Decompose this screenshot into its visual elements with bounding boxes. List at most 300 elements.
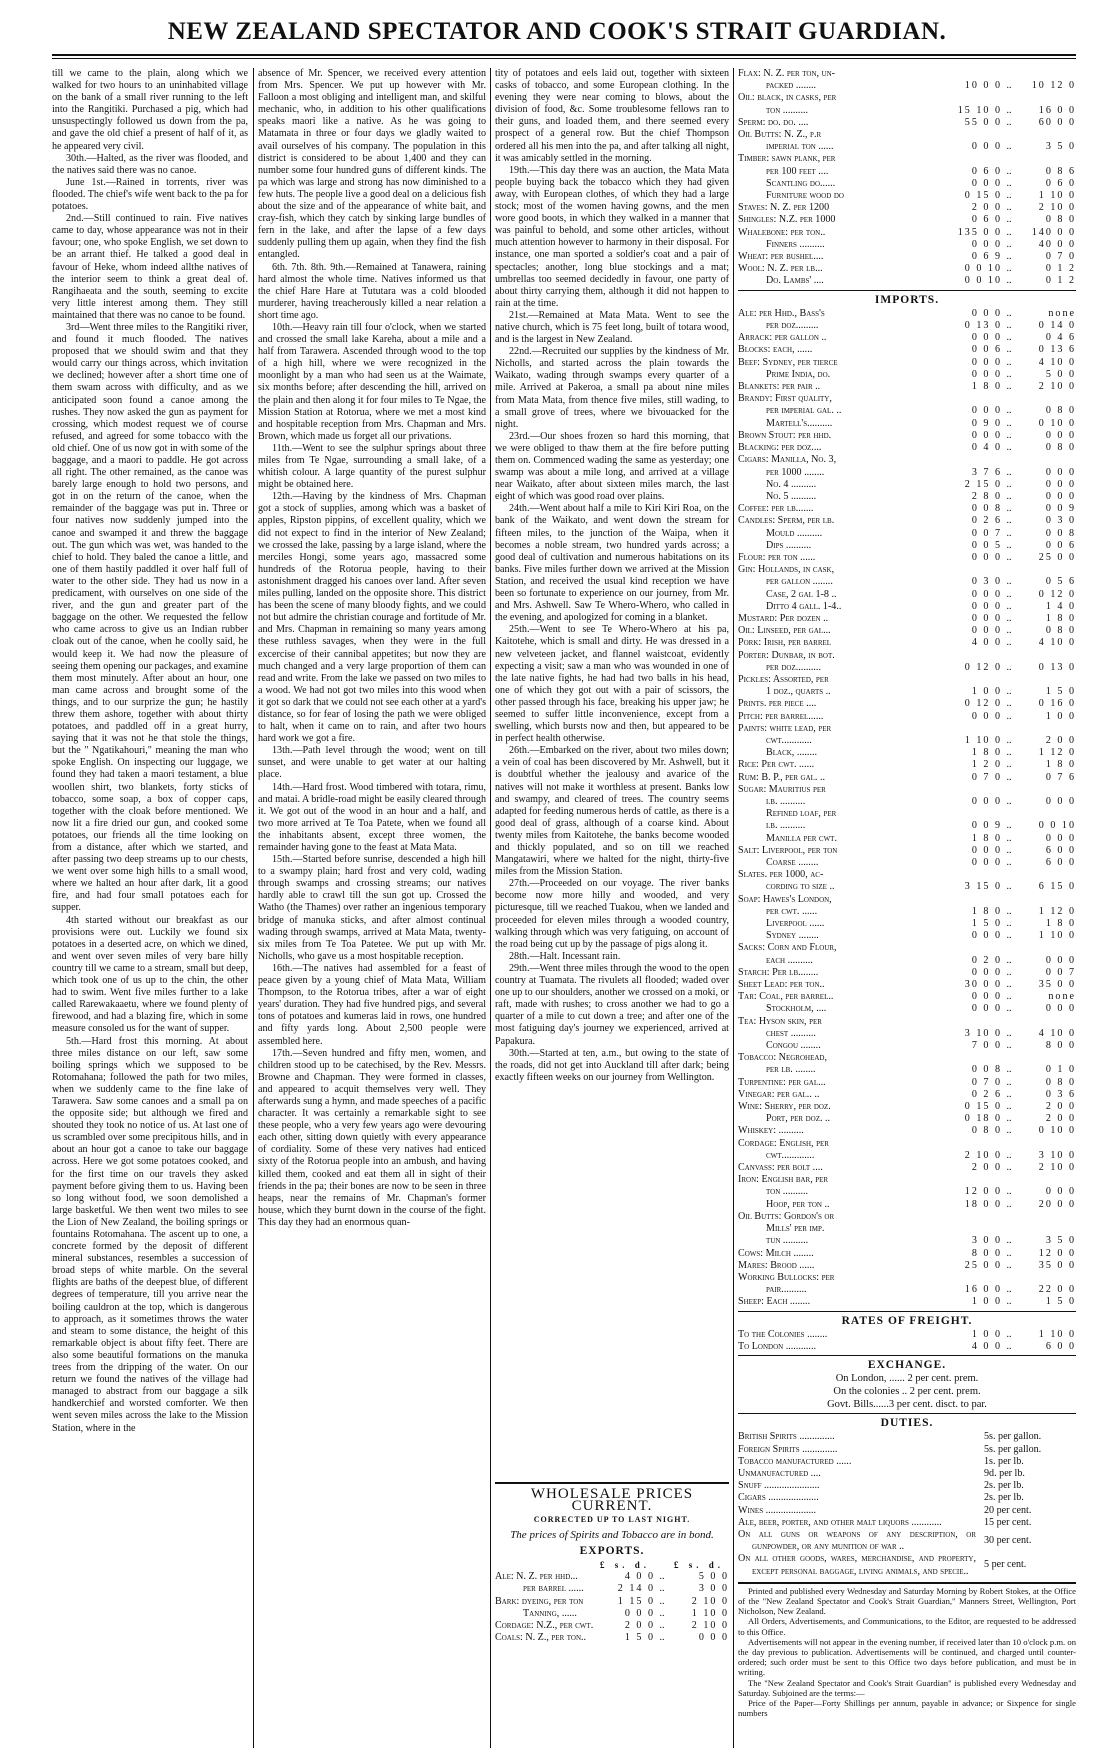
price-low: 10 0 0 xyxy=(964,80,1002,92)
commodity-label: Salt: Liverpool, per ton xyxy=(738,844,838,856)
commodity-label: per lb. ........ xyxy=(766,1064,816,1076)
commodity-label: pair.......... xyxy=(766,1284,807,1296)
price-high: 0 0 0 xyxy=(1045,1003,1076,1015)
price-row xyxy=(738,1272,1076,1284)
price-low: 4 0 0 xyxy=(971,1340,1002,1352)
divider xyxy=(738,1355,1076,1356)
price-separator: .. xyxy=(1006,275,1012,287)
article-paragraph: 30th.—Started at ten, a.m., but owing to the state of the roads, did not get into Auckland till after dark; being exactly fifteen weeks on our journey from Wellington. xyxy=(495,1047,729,1083)
price-separator: .. xyxy=(659,1632,665,1644)
article-paragraph: 15th.—Started before sunrise, descended a high hill to a swampy plain; hard frost and very cold, wading through swamps and crossing streams; our natives hardly able to crawl till the sun got up. Crossed the Watho (the Thames) over rather an ingenious temporary bridge of manuka sticks, and after almost continual wading through swamps, arrived at Mata Mata, twenty-six miles from Te Toa Patetee. We put up with Mr. Nicholls, who gave us a most hospitable reception. xyxy=(258,854,486,962)
price-high: 1 8 0 xyxy=(1045,612,1076,624)
price-separator: .. xyxy=(1006,1328,1012,1340)
duty-item: On all other goods, wares, merchandise, and property, except personal baggage, living animals, and specie.. xyxy=(738,1553,976,1577)
commodity-label: packed ........ xyxy=(766,80,817,92)
commodity-label: Tar: Coal, per barrel.. xyxy=(738,991,834,1003)
price-low xyxy=(942,674,1002,686)
price-row xyxy=(738,772,1076,784)
price-low: 0 0 0 xyxy=(971,368,1002,380)
commodity-label: Pork: Irish, per barrel xyxy=(738,637,832,649)
price-row xyxy=(738,1040,1076,1052)
price-row xyxy=(738,808,1076,820)
price-high: 0 0 0 xyxy=(1045,429,1076,441)
price-high: 0 8 6 xyxy=(1045,165,1076,177)
exchange-list xyxy=(738,1373,1076,1411)
commodity-label: Vinegar: per gal.. .. xyxy=(738,1088,820,1100)
price-row xyxy=(738,723,1076,735)
price-separator: .. xyxy=(1006,202,1012,214)
price-row xyxy=(738,1125,1076,1137)
commodity-label: Coarse ........ xyxy=(766,857,819,868)
commodity-label: ton .......... xyxy=(766,1186,809,1198)
price-low: 0 8 0 xyxy=(971,1125,1002,1137)
duty-row xyxy=(738,1456,1076,1468)
price-separator: .. xyxy=(1006,1076,1012,1088)
price-separator: .. xyxy=(1006,966,1012,978)
price-low: 0 12 0 xyxy=(964,661,1002,673)
price-row xyxy=(738,857,1076,869)
price-separator: .. xyxy=(1006,795,1012,807)
price-separator xyxy=(1002,894,1016,906)
price-low xyxy=(942,153,1002,165)
price-separator: .. xyxy=(1006,368,1012,380)
commodity-label: Rum: B. P., per gal. .. xyxy=(738,771,826,783)
commodity-label: Do. Lambs' .... xyxy=(766,275,824,287)
price-row xyxy=(738,1028,1076,1040)
price-row xyxy=(738,576,1076,588)
price-low: 0 0 0 xyxy=(971,177,1002,189)
exports-list xyxy=(495,1571,729,1644)
duty-item: Snuff ...................... xyxy=(738,1480,820,1492)
article-paragraph: 30th.—Halted, as the river was flooded, and the natives said there was no canoe. xyxy=(52,152,248,176)
commodity-label: Blankets: per pair .. xyxy=(738,381,821,393)
duty-rate: 2s. per lb. xyxy=(984,1492,1024,1504)
commodity-label: Sacks: Corn and Flour, xyxy=(738,942,837,954)
price-separator: .. xyxy=(1006,844,1012,856)
price-low xyxy=(942,564,1002,576)
commodity-label: Mills' per imp. xyxy=(766,1223,825,1235)
price-row xyxy=(738,479,1076,491)
commodity-label: Coals: N. Z., per ton.. xyxy=(495,1632,587,1644)
price-high: 0 3 0 xyxy=(1045,515,1076,527)
price-high: 0 0 0 xyxy=(1045,832,1076,844)
price-separator xyxy=(1002,1138,1016,1150)
price-high xyxy=(1016,393,1076,405)
price-high: 2 10 0 xyxy=(691,1620,729,1632)
price-low: 0 0 0 xyxy=(971,332,1002,344)
price-separator xyxy=(1002,393,1016,405)
price-low: 3 0 0 xyxy=(971,1235,1002,1247)
price-separator: .. xyxy=(1006,930,1012,942)
commodity-label: Whalebone: per ton.. xyxy=(738,226,826,238)
price-separator xyxy=(1002,1211,1016,1223)
price-low: 2 14 0 xyxy=(617,1583,655,1595)
price-row xyxy=(738,275,1076,287)
price-separator: .. xyxy=(1006,1296,1012,1308)
price-row xyxy=(738,1052,1076,1064)
imprint-paragraph: All Orders, Advertisements, and Communications, to the Editor, are requested to be addressed to this Office. xyxy=(738,1616,1076,1637)
price-high: 60 0 0 xyxy=(1038,116,1076,128)
price-low: 0 0 0 xyxy=(971,588,1002,600)
price-row xyxy=(738,442,1076,454)
price-high: 0 0 7 xyxy=(1045,966,1076,978)
freight-list xyxy=(738,1329,1076,1353)
price-separator xyxy=(1002,1016,1016,1028)
price-low: 25 0 0 xyxy=(964,1259,1002,1271)
price-high: 0 0 8 xyxy=(1045,527,1076,539)
price-low: 0 13 0 xyxy=(964,320,1002,332)
commodity-label: Working Bullocks: per xyxy=(738,1271,835,1283)
price-separator: .. xyxy=(1006,612,1012,624)
price-separator xyxy=(1002,650,1016,662)
price-high: 0 0 0 xyxy=(698,1632,729,1644)
price-row xyxy=(738,613,1076,625)
commodity-label: Soap: Hawes's London, xyxy=(738,893,832,905)
price-separator: .. xyxy=(1006,734,1012,746)
divider xyxy=(738,1582,1076,1584)
price-row xyxy=(738,308,1076,320)
price-separator xyxy=(1002,454,1016,466)
price-row xyxy=(738,332,1076,344)
price-row xyxy=(738,1211,1076,1223)
price-low xyxy=(942,92,1002,104)
price-separator: .. xyxy=(1006,637,1012,649)
price-separator: .. xyxy=(1006,1186,1012,1198)
commodity-label: cording to size .. xyxy=(766,881,835,893)
price-separator: .. xyxy=(1006,1340,1012,1352)
price-low: 3 15 0 xyxy=(964,881,1002,893)
price-separator: .. xyxy=(1006,1101,1012,1113)
price-high: 8 0 0 xyxy=(1045,1040,1076,1052)
commodity-label: Hoop, per ton .. xyxy=(766,1198,830,1210)
price-low xyxy=(942,68,1002,80)
price-low: 1 2 0 xyxy=(971,759,1002,771)
price-high: 0 10 0 xyxy=(1038,417,1076,429)
price-row xyxy=(738,820,1076,832)
price-low: 1 0 0 xyxy=(971,1328,1002,1340)
duty-row xyxy=(738,1553,1076,1577)
price-high: 6 0 0 xyxy=(1045,1340,1076,1352)
price-low: 0 15 0 xyxy=(964,1101,1002,1113)
price-separator: .. xyxy=(1006,1040,1012,1052)
price-low: 1 15 0 xyxy=(617,1595,655,1607)
price-low: 0 0 0 xyxy=(971,930,1002,942)
price-row xyxy=(738,686,1076,698)
commodity-label: chest .......... xyxy=(766,1027,816,1039)
price-low xyxy=(942,1016,1002,1028)
price-row xyxy=(738,1260,1076,1272)
price-low: 0 0 10 xyxy=(964,275,1002,287)
article-paragraph: 19th.—This day there was an auction, the Mata Mata people buying back the tobacco which they had given away, with European clothes, of which they had a large stock; most of the women having gowns, and the men wore good boots, in which they walked in a manner that was painful to behold, and some other articles, without much attention however to harmony in their disposal. For instance, one man sported a soldier's coat and a pair of spectacles; another, long blue stockings and a mat; umbrellas too seemed decidedly in favour, one party of about thirty carrying them, although it did not happen to rain at the time. xyxy=(495,164,729,309)
price-low: 3 7 6 xyxy=(971,466,1002,478)
price-low xyxy=(942,454,1002,466)
duty-row xyxy=(738,1444,1076,1456)
price-high: 0 8 0 xyxy=(1045,625,1076,637)
duty-rate: 2s. per lb. xyxy=(984,1480,1024,1492)
commodity-label: per barrel ...... xyxy=(523,1583,584,1595)
price-high: 1 12 0 xyxy=(1038,905,1076,917)
price-high xyxy=(1016,894,1076,906)
price-high: 1 10 0 xyxy=(1038,190,1076,202)
price-row xyxy=(738,141,1076,153)
price-row xyxy=(738,1077,1076,1089)
commodity-label: Cordage: N.Z., per cwt. xyxy=(495,1620,594,1632)
price-low: 0 0 0 xyxy=(971,429,1002,441)
price-row xyxy=(738,1101,1076,1113)
masthead-rule-thin xyxy=(52,58,1076,59)
divider xyxy=(738,1413,1076,1414)
price-high: 2 0 0 xyxy=(1045,734,1076,746)
commodity-label: Bark: dyeing, per ton xyxy=(495,1595,584,1607)
duties-list xyxy=(738,1431,1076,1577)
price-low: 1 5 0 xyxy=(971,918,1002,930)
price-low xyxy=(942,869,1002,881)
price-separator: .. xyxy=(1006,214,1012,226)
price-row xyxy=(738,1223,1076,1235)
price-row xyxy=(738,601,1076,613)
price-row xyxy=(738,491,1076,503)
price-low xyxy=(942,1211,1002,1223)
price-separator xyxy=(1002,129,1016,141)
price-high xyxy=(1016,1016,1076,1028)
commodity-label: Arrack: per gallon .. xyxy=(738,332,827,344)
commodity-label: Port, per doz. .. xyxy=(766,1113,831,1125)
price-low: 1 10 0 xyxy=(964,734,1002,746)
commodity-label: Gin: Hollands, in cask, xyxy=(738,564,835,576)
price-low xyxy=(942,129,1002,141)
article-paragraph: 17th.—Seven hundred and fifty men, women, and children stood up to be catechised, by the Rev. Messrs. Browne and Chapman. They were formed in classes, and appeared to acquit themselves very well. They afterwards sung a hymn, and made speeches of a pacific character. It was certainly a remarkable sight to see these people, who a very few years ago were devouring each other, sitting down quietly with every appearance of cordiality. Some of these very natives had enticed sixty of the Rotorua people into an ambush, and having killed them, cooked and eat them all in sight of their friends in the pa; their bones are now to be seen in three heaps, near the remains of Mr. Chapman's former house, which they burnt down in the course of the fight. This day they had an enormous quan- xyxy=(258,1047,486,1228)
price-row xyxy=(738,153,1076,165)
commodity-label: Case, 2 gal 1-8 .. xyxy=(766,588,837,600)
article-paragraph: 22nd.—Recruited our supplies by the kindness of Mr. Nicholls, and started across the plain towards the Waikato, wading through swamps every quarter of a mile. Arrived at Pakeroa, a small pa about nine miles from Mata Mata, from thence five miles, still wading, to a small grove of trees, where we bivouacked for the night. xyxy=(495,346,729,430)
commodity-label: cwt............ xyxy=(766,734,812,746)
price-separator: .. xyxy=(1006,429,1012,441)
price-row xyxy=(738,869,1076,881)
price-separator: .. xyxy=(1006,442,1012,454)
article-paragraph: 6th. 7th. 8th. 9th.—Remained at Tanawera, raining hard almost the whole time. Natives informed us that the chief Hare Hare at Tututara was a cold blooded murderer, having treacherously killed a near relation a short time ago. xyxy=(258,261,486,321)
price-separator xyxy=(1002,1272,1016,1284)
commodity-label: Scantling do...... xyxy=(766,177,836,189)
price-row xyxy=(738,418,1076,430)
price-row xyxy=(738,1284,1076,1296)
price-row xyxy=(738,540,1076,552)
price-separator: .. xyxy=(1006,539,1012,551)
price-low: 3 10 0 xyxy=(964,1027,1002,1039)
price-separator: .. xyxy=(1006,820,1012,832)
duty-rate: 5 per cent. xyxy=(984,1559,1027,1571)
price-row xyxy=(495,1632,729,1644)
price-row xyxy=(738,393,1076,405)
price-row xyxy=(495,1620,729,1632)
price-row xyxy=(738,942,1076,954)
price-row xyxy=(738,1174,1076,1186)
commodity-label: per cwt. ...... xyxy=(766,905,818,917)
price-row xyxy=(738,454,1076,466)
price-high: 1 10 0 xyxy=(691,1607,729,1619)
price-high: 25 0 0 xyxy=(1038,551,1076,563)
price-low: 2 15 0 xyxy=(964,478,1002,490)
price-row xyxy=(738,105,1076,117)
column-divider xyxy=(253,68,254,1748)
price-row xyxy=(738,528,1076,540)
price-separator xyxy=(1002,153,1016,165)
price-separator xyxy=(1002,723,1016,735)
price-row xyxy=(738,1113,1076,1125)
price-row xyxy=(738,979,1076,991)
article-paragraph: absence of Mr. Spencer, we received every attention from Mrs. Spencer. We put up however with Mr. Falloon a most obliging and intelligent man, and skilful mechanic, who, in addition to his other qualifications speaks maori like a native. As he was going to Matamata in three or four days we gladly waited to avail ourselves of his company. The population in this district is considered to be about 1,400 and they can number some four hundred guns of different kinds. The pa which was large and strong has now diminished to a few huts. The people live a good deal on a delicious fish about the size and of the appearance of white bait, and cray-fish, which they catch by sinking large bundles of fern in the lake, and after the lapse of a few days suddenly pulling them up again, when they find the fish entangled. xyxy=(258,68,486,261)
price-row xyxy=(738,1186,1076,1198)
price-row xyxy=(738,1003,1076,1015)
article-paragraph: 21st.—Remained at Mata Mata. Went to see the native church, which is 75 feet long, built of totara wood, and is the largest in New Zealand. xyxy=(495,309,729,346)
commodity-label: Stockholm, .... xyxy=(766,1003,827,1015)
freight-heading: RATES OF FREIGHT. xyxy=(841,1314,973,1327)
price-low: 12 0 0 xyxy=(964,1186,1002,1198)
price-row xyxy=(738,202,1076,214)
price-low: 7 0 0 xyxy=(971,1040,1002,1052)
price-separator: .. xyxy=(1006,320,1012,332)
price-row xyxy=(738,564,1076,576)
price-low: 0 0 0 xyxy=(971,795,1002,807)
article-column-2 xyxy=(258,68,486,1748)
commodity-label: Beef: Sydney, per tierce xyxy=(738,356,838,368)
price-row xyxy=(738,1089,1076,1101)
price-separator: .. xyxy=(1006,979,1012,991)
price-high: 6 0 0 xyxy=(1045,844,1076,856)
duty-item: British Spirits .............. xyxy=(738,1431,835,1443)
price-separator: .. xyxy=(1006,503,1012,515)
price-column-headers xyxy=(495,1559,729,1571)
price-row xyxy=(738,190,1076,202)
price-separator xyxy=(1002,808,1016,820)
price-separator: .. xyxy=(1006,747,1012,759)
price-separator: .. xyxy=(1006,80,1012,92)
article-paragraph: 23rd.—Our shoes frozen so hard this morning, that we were obliged to thaw them at the fire before putting them on. Commenced wading the same as yesterday; one swamp was about a mile long, and arrived at a village near Waikato, after about sixteen miles march, the last eight of which was good road over plains. xyxy=(495,430,729,503)
price-high: 6 15 0 xyxy=(1038,881,1076,893)
commodity-label: Prints. per piece .... xyxy=(738,698,817,710)
price-separator: .. xyxy=(1006,551,1012,563)
price-high: 1 5 0 xyxy=(1045,686,1076,698)
price-separator: .. xyxy=(1006,710,1012,722)
price-high: 1 8 0 xyxy=(1045,918,1076,930)
commodity-label: Sheep: Each ........ xyxy=(738,1296,811,1308)
price-separator xyxy=(1002,869,1016,881)
commodity-label: lb. .......... xyxy=(766,820,806,832)
article-paragraph: tity of potatoes and eels laid out, together with sixteen casks of tobacco, and some European clothing. In the evening they were near coming to blows, about the division of food, &c. Some troublesome fellows ran to their guns, and loaded them, and there seemed every prospect of a general row. But the chief Thompson ordered all his men into the pa, and after talking all night, it was amicably settled in the morning. xyxy=(495,68,729,164)
commodity-label: Ale: per Hhd., Bass's xyxy=(738,307,825,319)
commodity-label: Tanning, ...... xyxy=(523,1607,577,1619)
price-high: 3 5 0 xyxy=(1045,1235,1076,1247)
price-low: 0 6 9 xyxy=(971,251,1002,263)
price-low: 0 0 0 xyxy=(624,1607,655,1619)
price-low xyxy=(942,1223,1002,1235)
price-separator: .. xyxy=(1006,332,1012,344)
price-high: 0 0 0 xyxy=(1045,954,1076,966)
price-separator xyxy=(1002,1174,1016,1186)
price-row xyxy=(738,1341,1076,1353)
price-low: 0 0 0 xyxy=(971,238,1002,250)
price-low: 0 0 0 xyxy=(971,625,1002,637)
price-high: 4 10 0 xyxy=(1038,637,1076,649)
price-low: 0 4 0 xyxy=(971,442,1002,454)
price-row xyxy=(738,227,1076,239)
price-header-low: £ s. d. xyxy=(599,1560,650,1571)
commodity-label: per 100 feet .... xyxy=(766,165,829,177)
price-high: 0 5 6 xyxy=(1045,576,1076,588)
commodity-label: Cigars: Manilla, No. 3, xyxy=(738,454,837,466)
price-row xyxy=(738,92,1076,104)
price-low: 0 15 0 xyxy=(964,190,1002,202)
commodity-label: Prime India, do. xyxy=(766,368,831,380)
price-low xyxy=(942,723,1002,735)
price-high: 0 1 2 xyxy=(1045,275,1076,287)
duty-rate: 30 per cent. xyxy=(984,1535,1032,1547)
commodity-label: 1 doz., quarts .. xyxy=(766,686,831,698)
price-low: 2 0 0 xyxy=(971,1162,1002,1174)
price-row xyxy=(738,930,1076,942)
price-row xyxy=(738,178,1076,190)
duty-row xyxy=(738,1529,1076,1553)
price-row xyxy=(738,711,1076,723)
price-low: 0 0 9 xyxy=(971,820,1002,832)
price-row xyxy=(738,1329,1076,1341)
imprint-paragraph: Printed and published every Wednesday and Saturday Morning by Robert Stokes, at the Office of the "New Zealand Spectator and Cook's Strait Guardian," Manners Street, Wellington, Port Nicholson, New Zealand. xyxy=(738,1585,1076,1617)
duty-rate: 1s. per lb. xyxy=(984,1455,1024,1467)
price-low: 0 0 0 xyxy=(971,356,1002,368)
price-row xyxy=(495,1608,729,1620)
price-low: 0 6 0 xyxy=(971,165,1002,177)
exchange-heading: EXCHANGE. xyxy=(867,1359,947,1372)
price-separator: .. xyxy=(659,1620,665,1632)
price-low: 2 0 0 xyxy=(624,1620,655,1632)
commodity-label: Pitch: per barrel...... xyxy=(738,710,824,722)
price-high xyxy=(1016,564,1076,576)
price-high: 0 8 0 xyxy=(1045,405,1076,417)
commodity-label: Sheet Lead: per ton.. xyxy=(738,979,825,991)
price-high: 2 10 0 xyxy=(1038,1162,1076,1174)
article-paragraph: 4th started without our breakfast as our provisions were out. Luckily we found six potatoes in a deserted acre, on which we dined, and went over seven miles of very bare hilly country till we came to a stream, small but deep, which took one of us up to the chin, the other had to swim. Went five miles further to a lake called Rarewakaaetu, where we found plenty of firewood, and had a blazing fire, which in some measure consoled us for the want of supper. xyxy=(52,914,248,1035)
price-low: 0 18 0 xyxy=(964,1113,1002,1125)
article-paragraph: 27th.—Proceeded on our voyage. The river banks become now more hilly and wooded, and very picturesque, till we reached Tuakou, when we landed and proceeded for eleven miles through a wooded country, walking through which was very fatiguing, on account of the road being cut up by the passage of pigs along it. xyxy=(495,878,729,950)
price-low: 30 0 0 xyxy=(964,979,1002,991)
price-separator: .. xyxy=(1006,1247,1012,1259)
imprint xyxy=(738,1586,1076,1719)
price-high: 1 12 0 xyxy=(1038,747,1076,759)
price-separator: .. xyxy=(1006,263,1012,275)
price-low: 1 8 0 xyxy=(971,381,1002,393)
commodity-label: Wheat: per bushel.... xyxy=(738,251,824,263)
article-paragraph: 11th.—Went to see the sulphur springs about three miles from Te Ngae, surrounding a small lake, of a whitish colour. A large quantity of the purest sulphur might be obtained here. xyxy=(258,442,486,491)
price-low: 0 0 8 xyxy=(971,1064,1002,1076)
duty-row xyxy=(738,1517,1076,1529)
commodity-label: Oil: Linseed, per gal... xyxy=(738,625,831,637)
price-low: 0 0 0 xyxy=(971,991,1002,1003)
prices-subtitle: CORRECTED UP TO LAST NIGHT. xyxy=(533,1515,691,1525)
price-row xyxy=(738,955,1076,967)
exports-heading: EXPORTS. xyxy=(579,1544,645,1557)
price-high: 1 0 0 xyxy=(1045,710,1076,722)
price-low: 0 0 10 xyxy=(964,263,1002,275)
price-high: 5 0 0 xyxy=(1045,368,1076,380)
commodity-label: Blocks: each, ...... xyxy=(738,344,813,356)
price-high: 1 10 0 xyxy=(1038,930,1076,942)
commodity-label: No. 5 .......... xyxy=(766,490,817,502)
price-row xyxy=(738,735,1076,747)
price-separator: .. xyxy=(1006,576,1012,588)
duty-rate: 5s. per gallon. xyxy=(984,1431,1042,1443)
price-low: 0 0 0 xyxy=(971,600,1002,612)
price-high xyxy=(1016,68,1076,80)
duty-rate: 9d. per lb. xyxy=(984,1467,1025,1479)
